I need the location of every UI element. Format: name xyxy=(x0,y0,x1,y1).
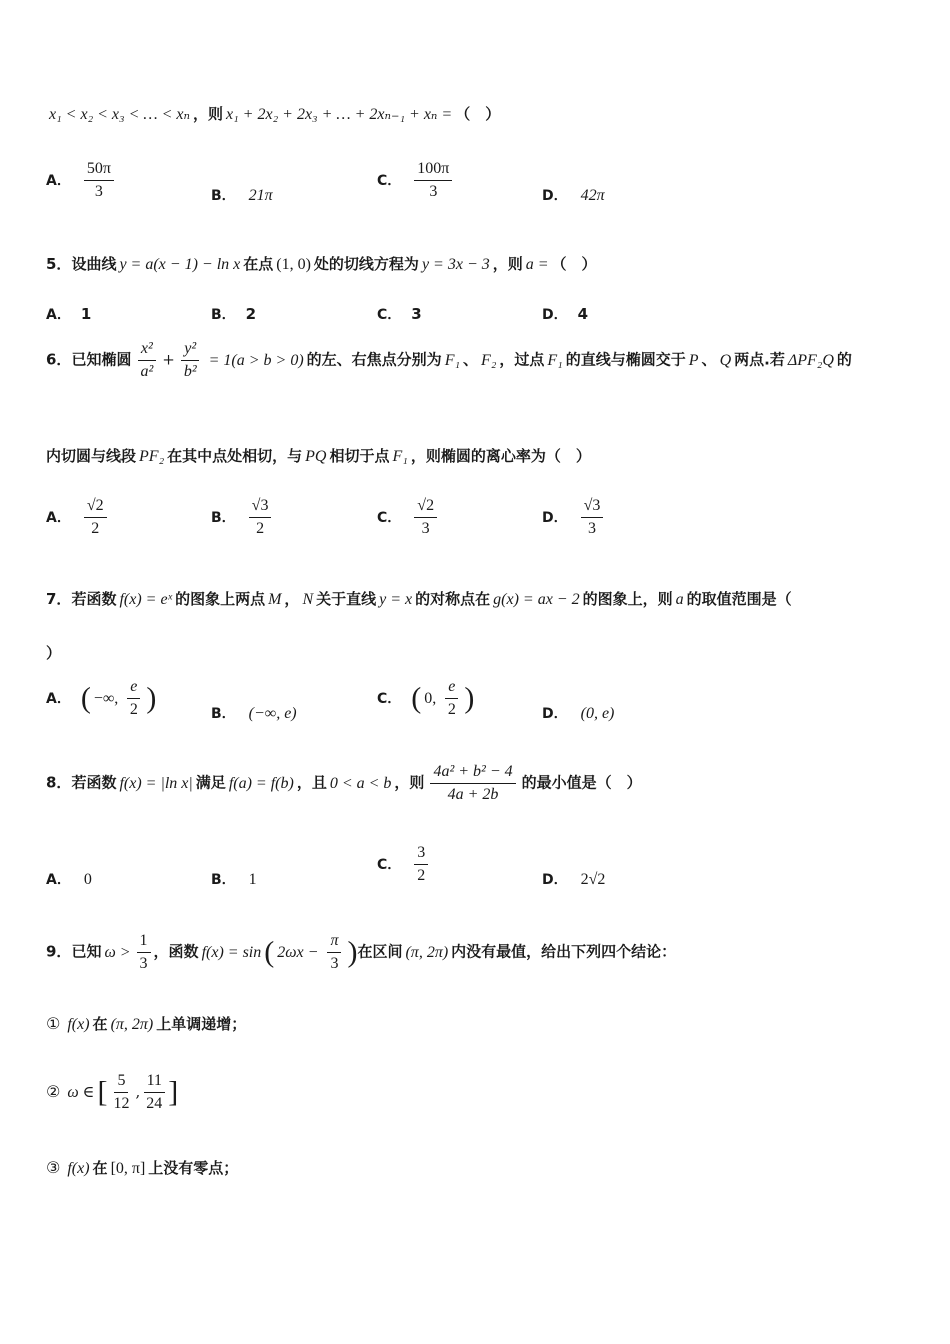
q7-option-a[interactable]: A． ( −∞, $\frac{e}{2}$ ) xyxy=(46,678,157,718)
q5-option-a[interactable]: A． 1 xyxy=(46,305,92,323)
q5-option-b[interactable]: B． 2 xyxy=(211,305,257,323)
q7-option-b[interactable]: B． (−∞, e) xyxy=(211,705,297,722)
q6-option-d[interactable]: D． $\frac{√3}{3}$ xyxy=(542,497,606,538)
q6-option-b[interactable]: B． $\frac{√3}{2}$ xyxy=(211,497,274,538)
q4-option-b[interactable]: B． 21π xyxy=(211,187,273,204)
q9-stem: 9．已知 ω > $\frac{1}{3}$ ，函数 f(x) = sin ( 2ωx − $\frac{\pi}{3}$ )在区间 (π, 2π) 内没有最值，给出下列四个结论： xyxy=(46,932,677,972)
q6-option-a[interactable]: A． $\frac{√2}{2}$ xyxy=(46,497,110,538)
q5-option-c[interactable]: C． 3 xyxy=(377,305,422,323)
q4-option-d[interactable]: D． 42π xyxy=(542,187,605,204)
q7-stem-line2: ） xyxy=(46,644,62,662)
q7-stem-line1: 7．若函数 f(x) = eˣ 的图象上两点 M ， N 关于直线 y = x 的对称点在 g(x) = ax − 2 的图象上，则 a 的取值范围是（ xyxy=(46,590,792,608)
q8-option-b[interactable]: B． 1 xyxy=(211,871,257,888)
q9-conclusion-1: ① f(x) 在 (π, 2π) 上单调递增； xyxy=(46,1014,247,1033)
q8-option-d[interactable]: D． 2√2 xyxy=(542,871,606,888)
q9-conclusion-3: ③ f(x) 在 [0, π] 上没有零点； xyxy=(46,1158,239,1177)
q7-option-d[interactable]: D． (0, e) xyxy=(542,705,615,722)
q6-stem-line1: 6．已知椭圆 $\frac{\text{x²}}{\text{a²}}$ + $\frac{\text{y²}}{\text{b²}}$ = 1(a > b > 0) 的左、右焦点分别为 F₁ 、 F₂ ，过点 F₁ 的直线与椭圆交于 P 、 Q 两点.若 ΔPF₂Q 的 xyxy=(46,340,852,380)
q7-option-c[interactable]: C． ( 0, $\frac{e}{2}$ ) xyxy=(377,678,475,718)
q8-option-c[interactable]: C． $\frac{3}{2}$ xyxy=(377,844,431,885)
q8-option-a[interactable]: A． 0 xyxy=(46,871,92,888)
q6-option-c[interactable]: C． $\frac{√2}{3}$ xyxy=(377,497,440,538)
q9-conclusion-2: ② ω ∈ [ $\frac{5}{12}$ , $\frac{11}{24}$ ] xyxy=(46,1072,179,1112)
q8-stem: 8．若函数 f(x) = |ln x| 满足 f(a) = f(b) ，且 0 < a < b ，则 $\frac{\text{4a² + b² − 4}}{4a + 2b}$ 的最小值是（ ） xyxy=(46,763,642,803)
q4-option-a[interactable]: A． $\frac{50\pi}{3}$ xyxy=(46,160,117,201)
q4-stem: x₁ < x₂ < x₃ < … < xₙ ，则 x₁ + 2x₂ + 2x₃ + … + 2xₙ₋₁ + xₙ = （ ） xyxy=(49,105,501,123)
q5-stem: 5．设曲线 y = a(x − 1) − ln x 在点 (1, 0) 处的切线方程为 y = 3x − 3 ，则 a = （ ） xyxy=(46,255,597,273)
q5-option-d[interactable]: D． 4 xyxy=(542,305,589,323)
q6-stem-line2: 内切圆与线段 PF₂ 在其中点处相切，与 PQ 相切于点 F₁ ，则椭圆的离心率为（ ） xyxy=(46,447,591,465)
q4-option-c[interactable]: C． $\frac{100\pi}{3}$ xyxy=(377,160,455,201)
